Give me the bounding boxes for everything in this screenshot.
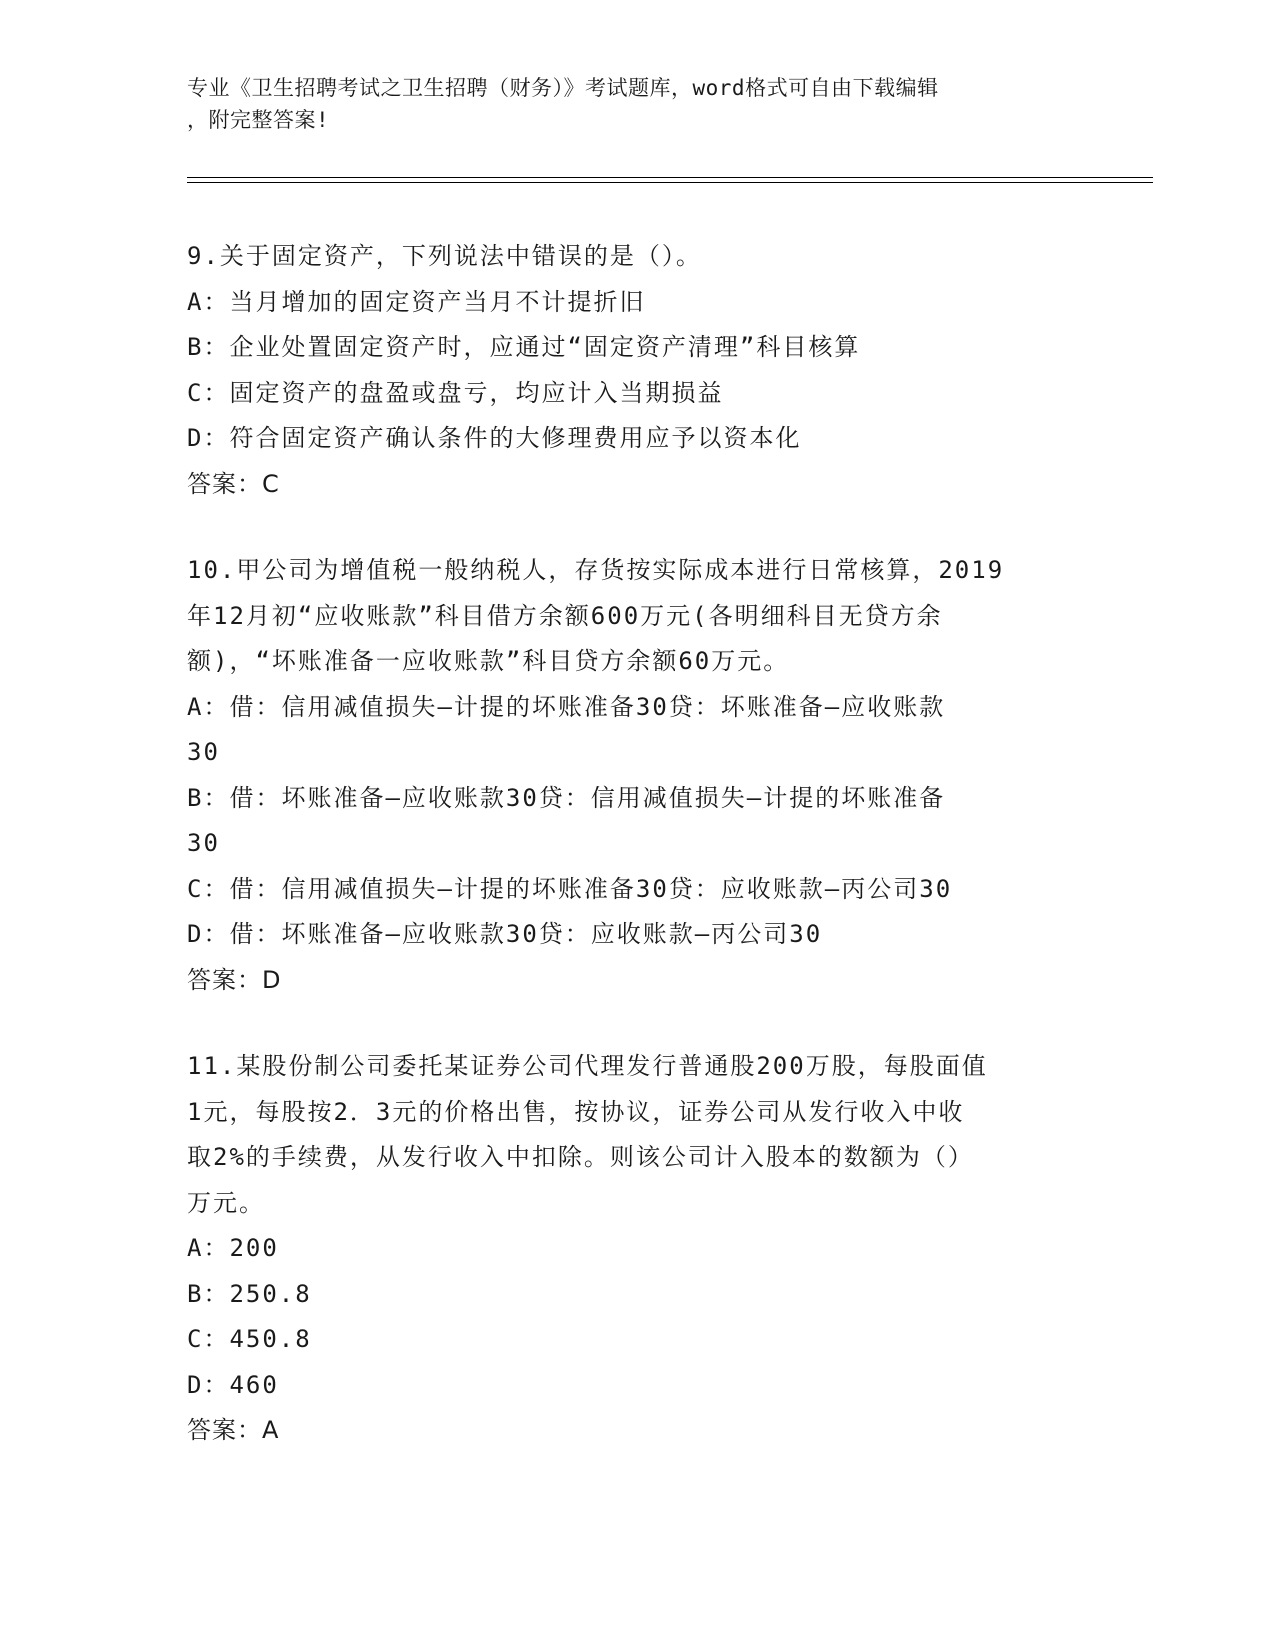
answer-key: 答案：C	[187, 469, 280, 498]
question-text: 9.关于固定资产，下列说法中错误的是（）。	[187, 242, 702, 270]
header-divider-top	[187, 177, 1153, 178]
answer-option: D：借：坏账准备—应收账款30贷：应收账款—丙公司30	[187, 920, 823, 948]
question-block	[187, 548, 1087, 1003]
question-text: 年12月初“应收账款”科目借方余额600万元(各明细科目无贷方余	[187, 601, 943, 630]
header-line-2: ，附完整答案!	[187, 108, 330, 132]
question-text: 11.某股份制公司委托某证券公司代理发行普通股200万股，每股面值	[187, 1052, 988, 1080]
answer-option: A：200	[187, 1234, 279, 1262]
question-block	[187, 234, 1087, 507]
answer-option: C：450.8	[187, 1325, 312, 1353]
answer-option: 30	[187, 829, 220, 857]
answer-option: A：当月增加的固定资产当月不计提折旧	[187, 287, 646, 316]
question-list	[187, 234, 1087, 1495]
question-text: 1元，每股按2．3元的价格出售，按协议，证券公司从发行收入中收	[187, 1097, 965, 1126]
header-line-1: 专业《卫生招聘考试之卫生招聘（财务）》考试题库，word格式可自由下载编辑	[187, 76, 939, 100]
question-text: 10.甲公司为增值税一般纳税人，存货按实际成本进行日常核算，2019	[187, 556, 1005, 584]
answer-option: B：250.8	[187, 1279, 312, 1308]
answer-option: D：符合固定资产确认条件的大修理费用应予以资本化	[187, 424, 802, 452]
question-block	[187, 1044, 1087, 1454]
answer-option: A：借：信用减值损失—计提的坏账准备30贷：坏账准备—应收账款	[187, 692, 946, 721]
question-text: 取2%的手续费，从发行收入中扣除。则该公司计入股本的数额为（）	[187, 1143, 974, 1171]
answer-option: C：借：信用减值损失—计提的坏账准备30贷：应收账款—丙公司30	[187, 874, 953, 903]
header-divider-bottom	[187, 182, 1153, 183]
answer-option: B：借：坏账准备—应收账款30贷：信用减值损失—计提的坏账准备	[187, 783, 946, 812]
answer-key: 答案：A	[187, 1416, 280, 1444]
answer-option: D：460	[187, 1370, 279, 1399]
question-text: 万元。	[187, 1188, 265, 1217]
answer-option: 30	[187, 738, 220, 766]
answer-option: B：企业处置固定资产时，应通过“固定资产清理”科目核算	[187, 333, 861, 361]
answer-option: C：固定资产的盘盈或盘亏，均应计入当期损益	[187, 378, 724, 407]
question-text: 额)，“坏账准备一应收账款”科目贷方余额60万元。	[187, 647, 790, 675]
answer-key: 答案：D	[187, 965, 282, 994]
document-header	[187, 72, 1077, 136]
